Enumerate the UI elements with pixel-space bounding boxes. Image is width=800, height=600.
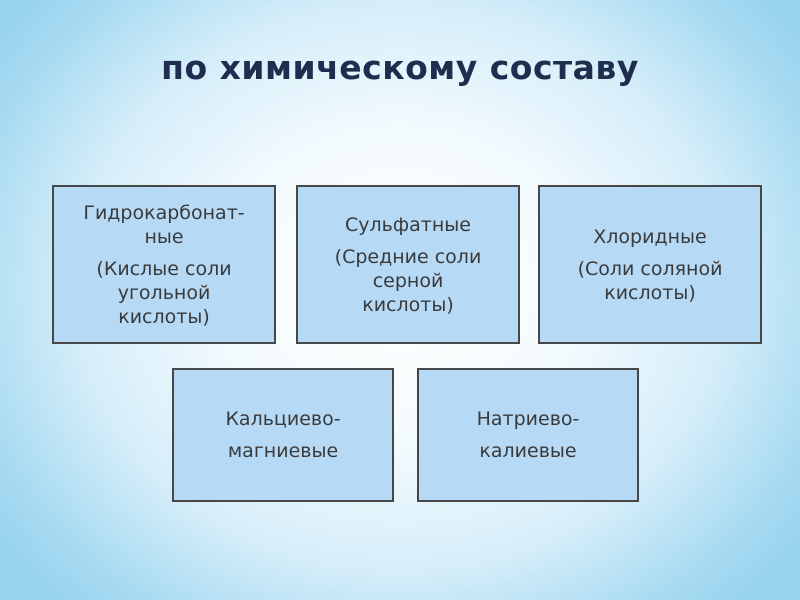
category-box-calcium-magnesium: [172, 368, 394, 502]
slide-title: по химическому составу: [161, 48, 639, 87]
category-box-sodium-potassium: [417, 368, 639, 502]
box-subtitle-line: кислоты): [362, 293, 454, 316]
box-heading-line: Сульфатные: [345, 213, 471, 236]
box-subtitle-line: кислоты): [118, 305, 210, 328]
box-heading-line: Кальциево-: [225, 408, 341, 430]
box-subtitle-line: (Кислые соли: [96, 257, 232, 280]
category-box-sulfate: [296, 185, 520, 344]
box-subtitle-line: (Средние соли: [334, 245, 482, 268]
box-subtitle-line: (Соли соляной: [577, 257, 723, 280]
category-box-chloride: [538, 185, 762, 344]
box-heading-line: Хлоридные: [593, 225, 707, 248]
box-heading-line: Гидрокарбонат-: [83, 201, 245, 224]
category-box-bicarbonate: [52, 185, 276, 344]
box-heading-line: ные: [144, 225, 184, 248]
box-heading-line: калиевые: [479, 440, 577, 462]
box-subtitle-line: серной: [372, 269, 444, 292]
box-heading-line: магниевые: [227, 440, 339, 462]
box-subtitle-line: кислоты): [604, 281, 696, 304]
box-subtitle-line: угольной: [117, 281, 211, 304]
box-heading-line: Натриево-: [476, 408, 580, 430]
